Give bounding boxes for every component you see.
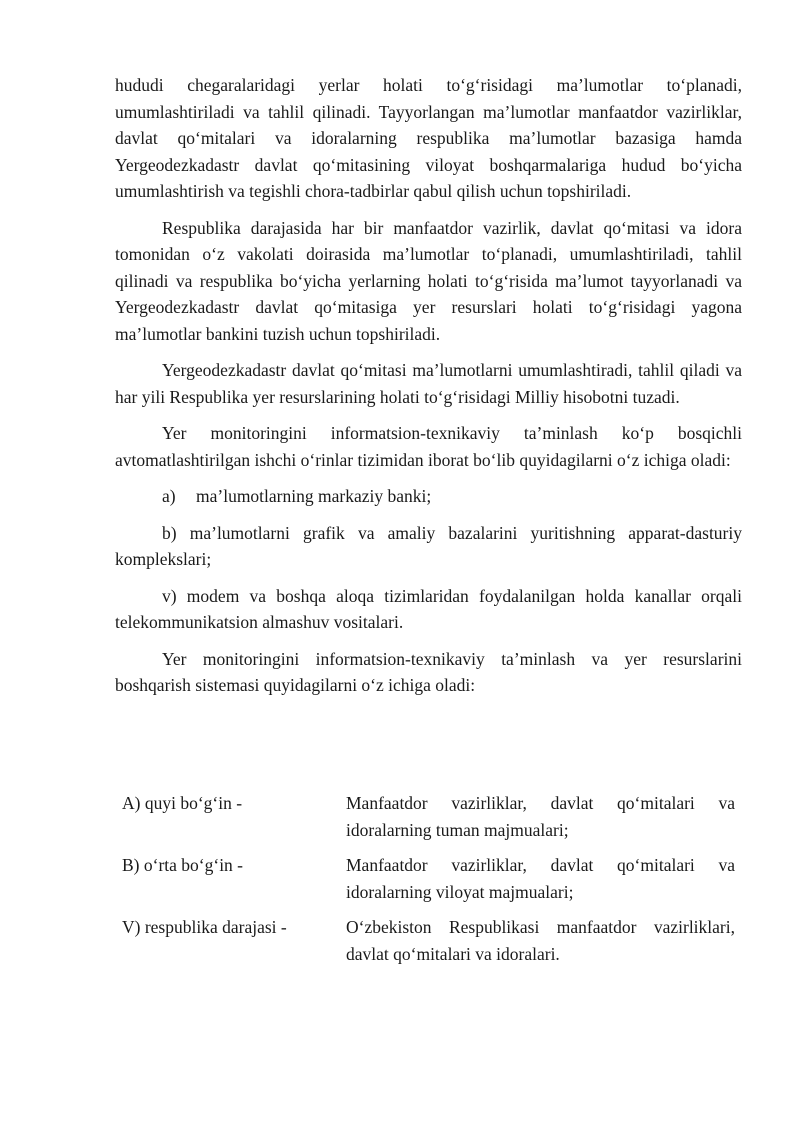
level-label: A) quyi bo‘g‘in - <box>122 793 243 813</box>
list-item-v: v) modem va boshqa aloqa tizimlaridan foydalanilgan holda kanallar orqali telekommunikatsion almashuv vositalari. <box>115 585 742 632</box>
list-item-a-text: ma’lumotlarning markaziy banki; <box>196 486 432 506</box>
level-description: Manfaatdor vazirliklar, davlat qo‘mitalari va idoralarning viloyat majmualari; <box>346 855 735 902</box>
level-description: Manfaatdor vazirliklar, davlat qo‘mitalari va idoralarning tuman majmualari; <box>346 793 735 840</box>
list-item-a <box>115 483 742 510</box>
level-label: V) respublika darajasi - <box>122 917 287 937</box>
table-row <box>122 914 735 976</box>
paragraph-management-system: Yer monitoringini informatsion-texnikaviy ta’minlash va yer resurslarini boshqarish sistemasi quyidagilarni o‘z ichiga oladi: <box>115 648 742 695</box>
paragraph-committee-report: Yergeodezkadastr davlat qo‘mitasi ma’lumotlarni umumlashtiradi, tahlil qiladi va har yili Respublika yer resurslarining holati to‘g‘risidagi Milliy hisobotni tuzadi. <box>115 360 742 407</box>
paragraph-info-support: Yer monitoringini informatsion-texnikaviy ta’minlash ko‘p bosqichli avtomatlashtirilgan ishchi o‘rinlar tizimidan iborat bo‘lib quyidagilarni o‘z ichiga oladi: <box>115 423 742 470</box>
table-row <box>122 790 735 852</box>
list-marker-a: a) <box>162 486 176 506</box>
paragraph-republic-level: Respublika darajasida har bir manfaatdor vazirlik, davlat qo‘mitasi va idora tomonidan o‘z vakolati doirasida ma’lumotlar to‘planadi, umumlashtiriladi, tahlil qilinadi va respublika bo‘yicha yerlarning holati to‘g‘risida ma’lumot tayyorlanadi va Yergeodezkadastr davlat qo‘mitasiga yer resurslari holati to‘g‘risidagi yagona ma’lumotlar bankini tuzish uchun topshiriladi. <box>115 217 742 344</box>
list-item-b: b) ma’lumotlarni grafik va amaliy bazalarini yuritishning apparat-dasturiy komplekslari; <box>115 522 742 569</box>
levels-table <box>122 790 735 976</box>
level-description: O‘zbekiston Respublikasi manfaatdor vazirliklari, davlat qo‘mitalari va idoralari. <box>346 917 735 964</box>
table-row <box>122 852 735 914</box>
document-body <box>115 72 742 709</box>
paragraph-continuation: hududi chegaralaridagi yerlar holati to‘g‘risidagi ma’lumotlar to‘planadi, umumlashtiriladi va tahlil qilinadi. Tayyorlangan ma’lumotlar manfaatdor vazirliklar, davlat qo‘mitalari va idoralarning respublika ma’lumotlar bazasiga hamda Yergeodezkadastr davlat qo‘mitasining viloyat boshqarmalariga hudud bo‘yicha umumlashtirish va tegishli chora-tadbirlar qabul qilish uchun topshiriladi. <box>115 75 742 201</box>
level-label: B) o‘rta bo‘g‘in - <box>122 855 244 875</box>
